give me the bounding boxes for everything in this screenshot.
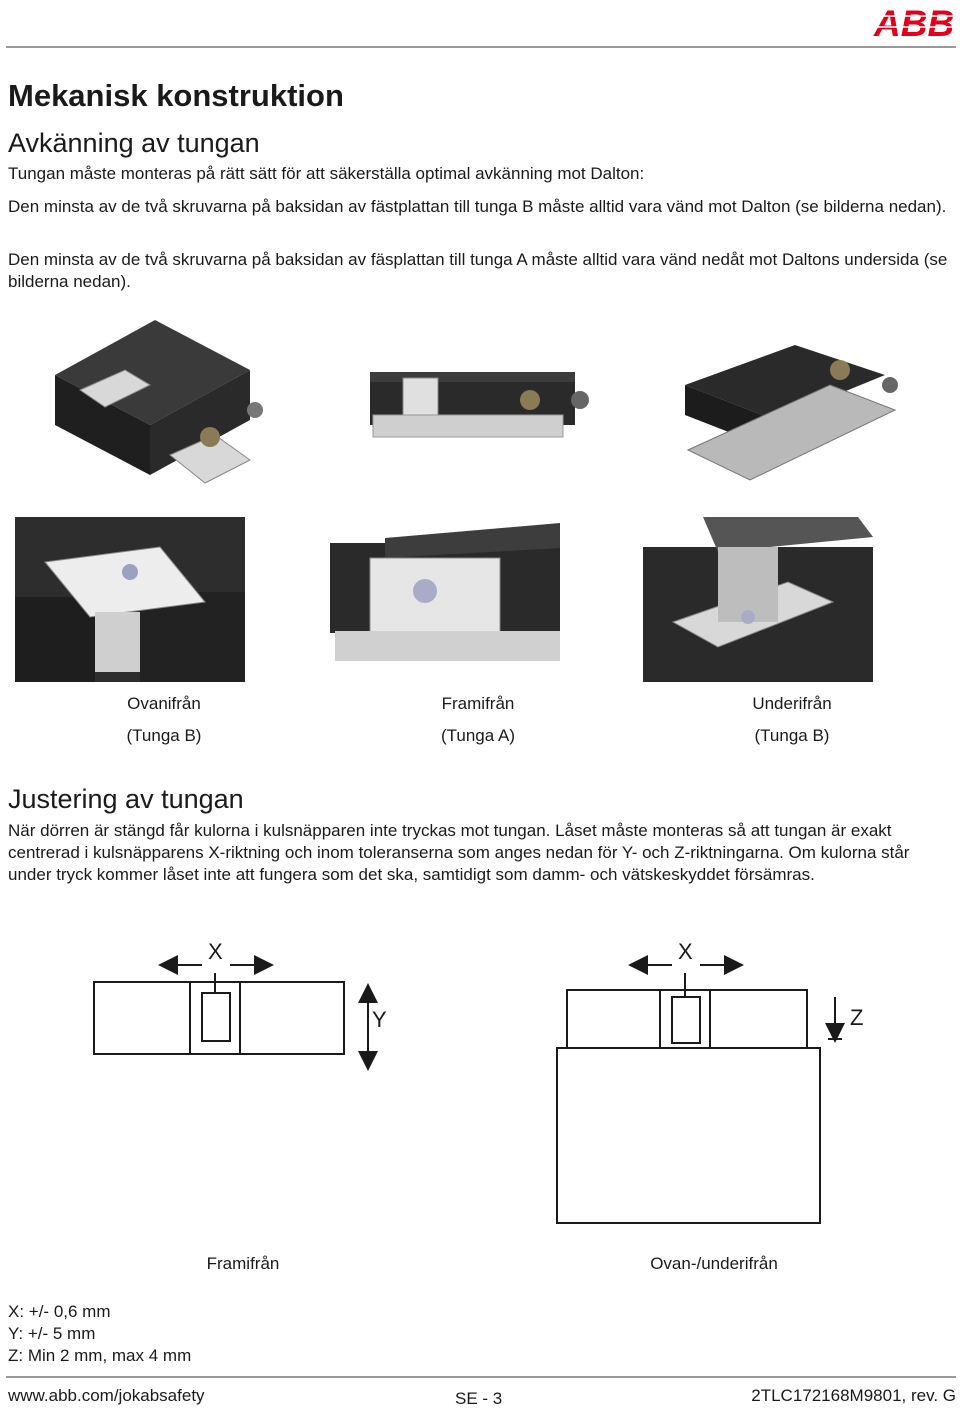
caption-view-2: Framifrån <box>441 694 515 713</box>
y-axis-label: Y <box>372 1007 387 1032</box>
caption-tongue-1: (Tunga B) <box>126 726 202 745</box>
footer-doc-number: 2TLC172168M9801, rev. G <box>751 1386 956 1405</box>
caption-tongue-2: (Tunga A) <box>440 726 516 745</box>
section-heading-sensing: Avkänning av tungan <box>8 128 260 158</box>
closeup-front-view <box>330 523 560 673</box>
abb-logo-text: ABB <box>874 4 955 40</box>
caption-view-3: Underifrån <box>752 694 832 713</box>
tolerance-y: Y: +/- 5 mm <box>8 1324 96 1343</box>
footer-page-number: SE - 3 <box>455 1389 503 1408</box>
closeup-bottom-view <box>643 517 873 682</box>
render-front-view-1 <box>370 372 589 437</box>
paragraph-tongue-b: Den minsta av de två skruvarna på baksidan av fästplattan till tunga B måste alltid vara vänd mot Dalton (se bilderna nedan). <box>8 197 947 216</box>
tolerance-z: Z: Min 2 mm, max 4 mm <box>8 1346 192 1365</box>
z-axis-label: Z <box>850 1005 864 1030</box>
section-heading-adjust: Justering av tungan <box>8 784 244 814</box>
intro-text: Tungan måste monteras på rätt sätt för att säkerställa optimal avkänning mot Dalton: <box>8 164 645 183</box>
diagram-caption-left: Framifrån <box>206 1254 280 1273</box>
page-title: Mekanisk konstruktion <box>8 78 344 113</box>
x-axis-label-right: X <box>678 939 693 964</box>
diagram-front-view <box>90 935 410 1075</box>
render-bottom-view-1 <box>680 340 910 485</box>
abb-logo <box>872 4 956 40</box>
closeup-top-view <box>15 517 245 682</box>
caption-view-1: Ovanifrån <box>127 694 201 713</box>
diagram-caption-right: Ovan-/underifrån <box>650 1254 778 1273</box>
tolerance-x: X: +/- 0,6 mm <box>8 1302 111 1321</box>
paragraph-adjust: När dörren är stängd får kulorna i kulsnäpparen inte tryckas mot tungan. Låset måste monteras så att tungan är exakt centrerad i kulsnäpparens X-riktning och inom toleranserna som anges nedan för Y- och Z-riktningarna. Om kulorna står under tryck kommer låset inte att fungera som det ska, samtidigt som damm- och vätskeskyddet försämras. <box>8 821 910 884</box>
footer-rule <box>6 1376 956 1378</box>
paragraph-tongue-a: Den minsta av de två skruvarna på baksidan av fäsplattan till tunga A måste alltid vara vänd nedåt mot Daltons undersida (se bilderna nedan). <box>8 250 948 291</box>
diagram-top-bottom-view <box>550 935 880 1225</box>
header-rule <box>6 46 956 48</box>
caption-tongue-3: (Tunga B) <box>754 726 830 745</box>
render-top-view-1 <box>50 315 265 490</box>
x-axis-label-left: X <box>208 939 223 964</box>
footer-url[interactable]: www.abb.com/jokabsafety <box>8 1386 205 1405</box>
